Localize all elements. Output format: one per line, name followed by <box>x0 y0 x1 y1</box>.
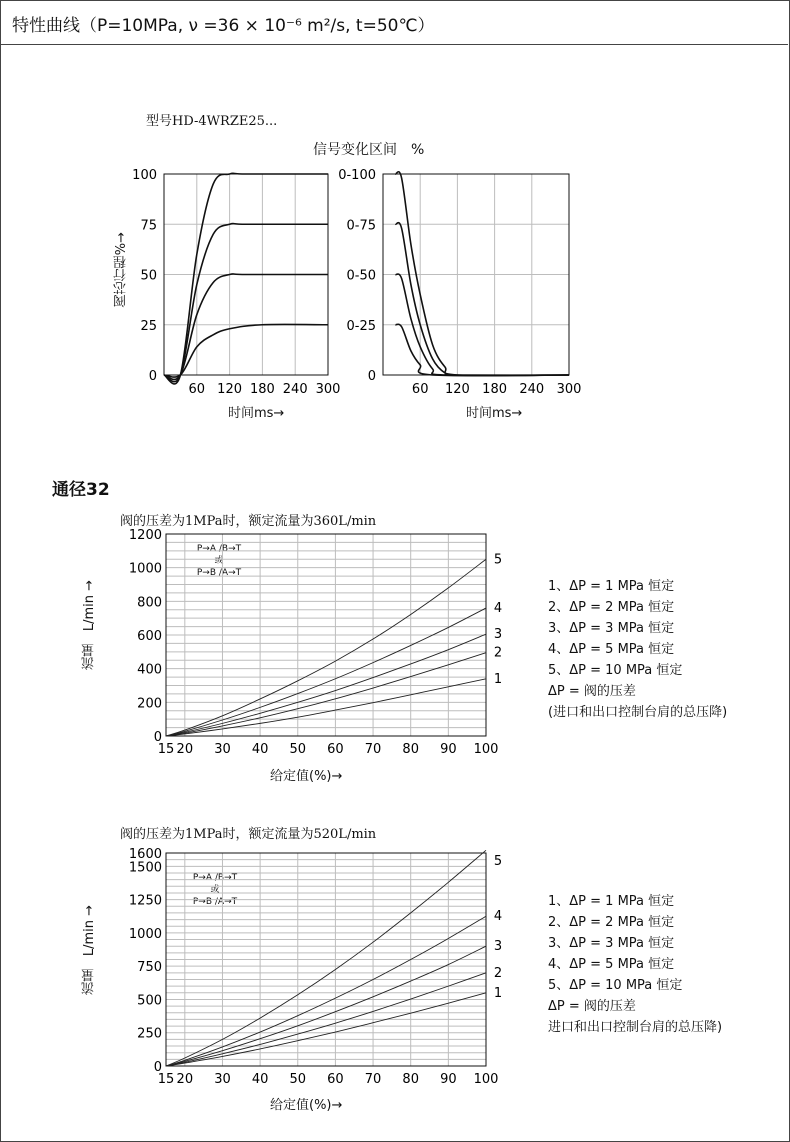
flow1-chart-y-tick: 200 <box>137 696 162 712</box>
flow1-chart-x-tick: 60 <box>327 742 344 757</box>
flow1-chart-y-tick: 800 <box>137 595 162 611</box>
flow2-chart-y-tick: 1500 <box>128 860 162 876</box>
flow2-note-line1: P→A /B→T <box>192 873 238 883</box>
signal-chart-y-tick: 0 <box>367 369 376 384</box>
flow2-chart-x-tick: 15 <box>157 1072 175 1087</box>
flow2-chart-y-tick: 750 <box>137 960 162 976</box>
signal-chart-curve <box>395 172 569 376</box>
signal-chart-grid <box>383 174 569 375</box>
flow1-chart-x-tick: 40 <box>251 742 269 757</box>
flow1-chart-curve <box>166 559 486 736</box>
flow2-chart-y-tick: 250 <box>137 1026 162 1042</box>
flow1-chart-series-label: 4 <box>493 601 503 617</box>
signal-chart-y-tick: 0-50 <box>346 268 376 284</box>
response-chart-x-tick: 300 <box>315 382 341 397</box>
flow1-note-line3: P→B /A→T <box>196 568 242 578</box>
flow2-chart-y-tick: 1000 <box>128 926 162 942</box>
flow1-chart-x-tick: 100 <box>473 742 499 757</box>
time-axis-label-left: 时间ms→ <box>228 406 285 421</box>
response-chart-y-tick: 100 <box>132 168 157 183</box>
flow2-chart-x-tick: 70 <box>364 1072 382 1087</box>
flow2-chart-x-tick: 90 <box>440 1072 457 1087</box>
signal-chart-x-tick: 240 <box>519 382 545 397</box>
flow1-y-axis-label: 流量 L/min → <box>82 580 97 671</box>
flow2-chart-series-label: 5 <box>493 854 503 869</box>
response-chart-x-tick: 120 <box>217 382 243 397</box>
flow2-chart-series-label: 3 <box>493 939 503 955</box>
flow1-legend-item: (进口和出口控制台肩的总压降) <box>548 705 728 720</box>
signal-chart-y-tick: 0-25 <box>346 318 376 334</box>
response-chart-curve <box>164 173 328 384</box>
flow1-chart-x-tick: 15 <box>157 742 175 757</box>
flow2-chart-x-tick: 30 <box>214 1072 231 1087</box>
flow2-chart-y-tick: 500 <box>137 993 162 1009</box>
flow1-legend-item: 2、ΔP = 2 MPa 恒定 <box>548 600 675 615</box>
flow2-chart-y-tick: 0 <box>153 1060 162 1075</box>
flow1-chart-y-tick: 1200 <box>128 528 162 543</box>
flow1-chart-x-tick: 20 <box>176 742 194 757</box>
flow2-note-line3: P→B /A→T <box>192 897 238 907</box>
flow2-chart-y-tick: 1600 <box>128 847 162 862</box>
flow1-chart-y-tick: 400 <box>137 662 162 678</box>
flow1-chart-x-tick: 90 <box>440 742 457 757</box>
flow1-chart-grid <box>166 534 486 736</box>
time-axis-label-right: 时间ms→ <box>466 406 523 421</box>
flow1-chart-x-tick: 50 <box>289 742 307 757</box>
response-chart-x-tick: 240 <box>282 382 308 397</box>
flow1-chart-x-tick: 70 <box>364 742 382 757</box>
response-chart-y-tick: 50 <box>140 268 157 284</box>
flow1-legend-item: ΔP = 阀的压差 <box>548 684 636 699</box>
model-label: 型号HD-4WRZE25... <box>146 114 278 129</box>
flow1-legend-item: 1、ΔP = 1 MPa 恒定 <box>548 579 675 594</box>
flow2-note-line2: 或 <box>210 885 220 895</box>
flow1-legend-item: 4、ΔP = 5 MPa 恒定 <box>548 642 675 657</box>
signal-chart-x-tick: 120 <box>444 382 470 397</box>
flow2-x-axis-label: 给定值(%)→ <box>270 1098 343 1113</box>
flow1-chart-x-tick: 30 <box>214 742 231 757</box>
flow1-subtitle: 阀的压差为1MPa时，额定流量为360L/min <box>120 514 377 529</box>
flow2-chart-x-tick: 60 <box>327 1072 344 1087</box>
response-chart-curve <box>164 224 328 382</box>
flow2-legend-item: 3、ΔP = 3 MPa 恒定 <box>548 936 675 951</box>
flow2-chart-y-tick: 1250 <box>128 893 162 909</box>
flow1-chart-series-label: 3 <box>493 627 503 643</box>
flow2-chart-x-tick: 20 <box>176 1072 194 1087</box>
flow2-chart-curve <box>166 993 486 1066</box>
spool-stroke-axis-label: 阀芯行程%→ <box>114 232 129 308</box>
flow2-legend-item: 4、ΔP = 5 MPa 恒定 <box>548 957 675 972</box>
response-chart-x-tick: 180 <box>249 382 275 397</box>
signal-range-label: 信号变化区间 % <box>313 142 425 158</box>
flow2-chart-x-tick: 40 <box>251 1072 269 1087</box>
flow2-subtitle: 阀的压差为1MPa时，额定流量为520L/min <box>120 827 377 842</box>
flow1-chart-y-tick: 1000 <box>128 561 162 577</box>
flow1-chart-series-label: 2 <box>493 645 503 661</box>
flow2-chart-series-label: 2 <box>493 965 503 981</box>
signal-chart-y-tick: 0-100 <box>338 168 376 183</box>
response-chart-y-tick: 75 <box>140 218 157 234</box>
flow2-chart-series-label: 4 <box>493 909 503 925</box>
flow2-chart-x-tick: 100 <box>473 1072 499 1087</box>
flow2-chart-x-tick: 50 <box>289 1072 307 1087</box>
section-title: 通径32 <box>52 480 110 500</box>
flow2-legend-item: 2、ΔP = 2 MPa 恒定 <box>548 915 675 930</box>
flow2-legend-item: ΔP = 阀的压差 <box>548 999 636 1014</box>
signal-chart-x-tick: 180 <box>482 382 508 397</box>
flow2-chart-x-tick: 80 <box>402 1072 419 1087</box>
flow1-legend-item: 3、ΔP = 3 MPa 恒定 <box>548 621 675 636</box>
response-chart-x-tick: 60 <box>188 382 206 397</box>
flow1-note-line1: P→A /B→T <box>196 544 242 554</box>
response-chart-y-tick: 0 <box>148 369 157 384</box>
signal-chart-x-tick: 60 <box>411 382 429 397</box>
signal-chart-x-tick: 300 <box>556 382 582 397</box>
page-title: 特性曲线（P=10MPa, ν =36 × 10⁻⁶ m²/s, t=50℃） <box>12 16 435 36</box>
flow2-y-axis-label: 流量 L/min → <box>82 905 97 996</box>
flow2-chart-series-label: 1 <box>493 985 503 1001</box>
response-chart-y-tick: 25 <box>140 318 157 334</box>
flow2-legend-item: 5、ΔP = 10 MPa 恒定 <box>548 978 683 993</box>
flow1-chart-x-tick: 80 <box>402 742 419 757</box>
flow1-chart-series-label: 1 <box>493 671 503 687</box>
flow2-chart-curve <box>166 850 486 1066</box>
flow1-chart-y-tick: 600 <box>137 629 162 644</box>
flow2-legend-item: 进口和出口控制台肩的总压降) <box>548 1020 723 1035</box>
flow1-x-axis-label: 给定值(%)→ <box>270 769 343 784</box>
signal-chart-y-tick: 0-75 <box>346 218 376 234</box>
flow1-chart-y-tick: 0 <box>153 730 162 745</box>
flow2-legend-item: 1、ΔP = 1 MPa 恒定 <box>548 894 675 909</box>
flow1-chart-series-label: 5 <box>493 552 503 568</box>
flow1-legend-item: 5、ΔP = 10 MPa 恒定 <box>548 663 683 678</box>
flow1-chart-curve <box>166 608 486 736</box>
flow1-note-line2: 或 <box>214 556 224 566</box>
